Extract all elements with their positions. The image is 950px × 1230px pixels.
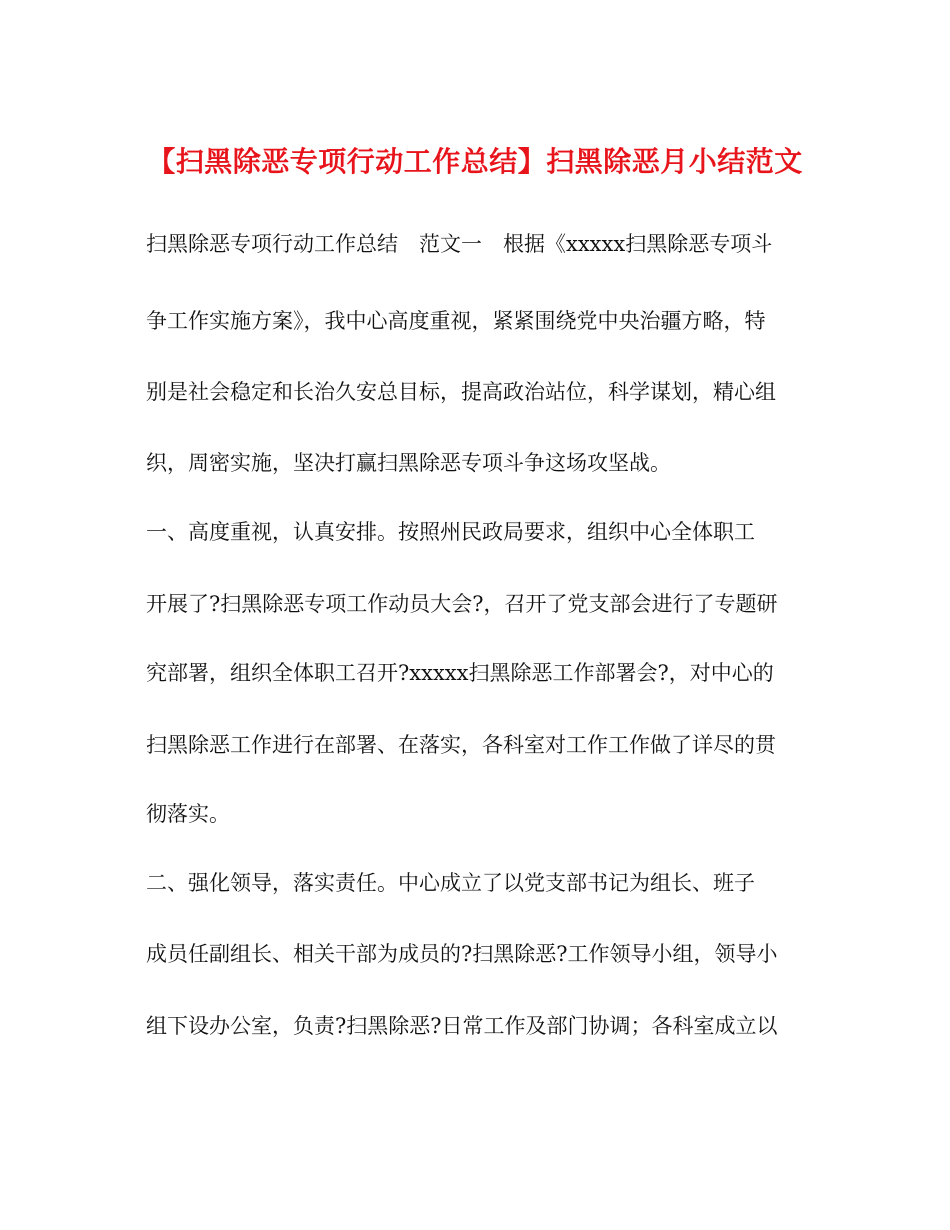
body-line-12: 组下设办公室，负责?扫黑除恶?日常工作及部门协调；各科室成立以: [146, 1014, 778, 1038]
body-line-4: 织，周密实施，坚决打赢扫黑除恶专项斗争这场攻坚战。: [146, 451, 671, 475]
body-line-5: 一、高度重视，认真安排。按照州民政局要求，组织中心全体职工: [146, 520, 755, 544]
body-line-1: 扫黑除恶专项行动工作总结 范文一 根据《xxxxx扫黑除恶专项斗: [146, 232, 773, 256]
body-line-10: 二、强化领导，落实责任。中心成立了以党支部书记为组长、班子: [146, 871, 755, 895]
body-line-7: 究部署，组织全体职工召开?xxxxx扫黑除恶工作部署会?，对中心的: [146, 661, 774, 685]
body-line-8: 扫黑除恶工作进行在部署、在落实，各科室对工作工作做了详尽的贯: [146, 733, 776, 757]
body-line-9: 彻落实。: [146, 802, 230, 826]
body-line-2: 争工作实施方案》，我中心高度重视，紧紧围绕党中央治疆方略，特: [146, 309, 766, 333]
document-title: 【扫黑除恶专项行动工作总结】扫黑除恶月小结范文: [147, 145, 803, 178]
body-line-3: 别是社会稳定和长治久安总目标，提高政治站位，科学谋划，精心组: [146, 380, 776, 404]
body-line-6: 开展了?扫黑除恶专项工作动员大会?，召开了党支部会进行了专题研: [146, 592, 778, 616]
body-line-11: 成员任副组长、相关干部为成员的?扫黑除恶?工作领导小组，领导小: [146, 942, 778, 966]
